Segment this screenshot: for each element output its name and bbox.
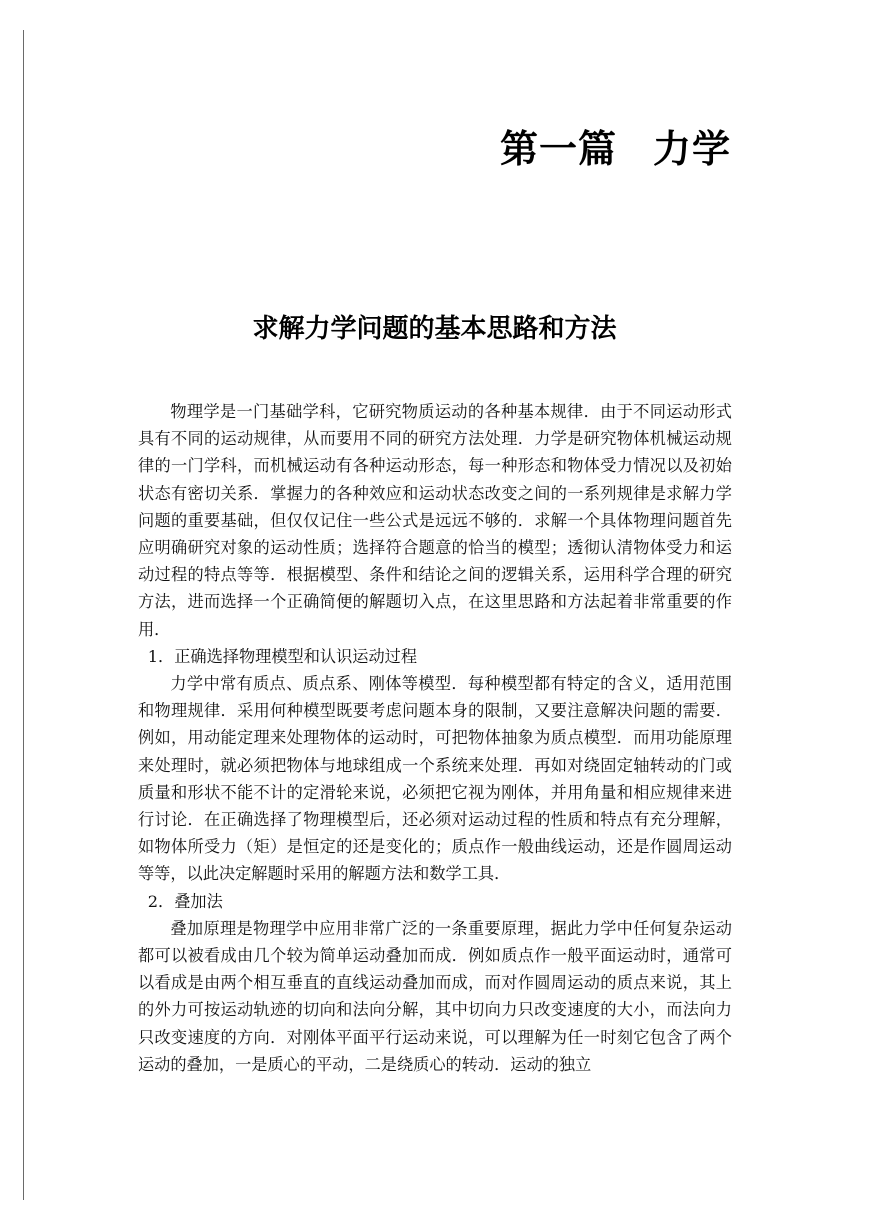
part-number: 第一篇 — [499, 127, 617, 171]
body-text — [138, 398, 732, 1078]
paragraph-superposition: 叠加原理是物理学中应用非常广泛的一条重要原理，据此力学中任何复杂运动都可以被看成由几个较为简单运动叠加而成．例如质点作一般平面运动时，通常可以看成是由两个相互垂直的直线运动叠加而成，而对作圆周运动的质点来说，其上的外力可按运动轨迹的切向和法向分解，其中切向力只改变速度的大小，而法向力只改变速度的方向．对刚体平面平行运动来说，可以理解为任一时刻它包含了两个运动的叠加，一是质心的平动，二是绕质心的转动．运动的独立 — [138, 918, 732, 1074]
subheading-superposition: 2．叠加法 — [147, 891, 223, 911]
part-subject: 力学 — [652, 127, 731, 171]
paragraph-model: 力学中常有质点、质点系、刚体等模型．每种模型都有特定的含义，适用范围和物理规律．采用何种模型既要考虑问题本身的限制，又要注意解决问题的需要．例如，用动能定理来处理物体的运动时，可把物体抽象为质点模型．而用功能原理来处理时，就必须把物体与地球组成一个系统来处理．再如对绕固定轴转动的门或质量和形状不能不计的定滑轮来说，必须把它视为刚体，并用角量和相应规律来进行讨论．在正确选择了物理模型后，还必须对运动过程的性质和特点有充分理解，如物体所受力（矩）是恒定的还是变化的；质点作一般曲线运动，还是作圆周运动等等，以此决定解题时采用的解题方法和数学工具． — [138, 674, 732, 884]
paragraph-intro: 物理学是一门基础学科，它研究物质运动的各种基本规律．由于不同运动形式具有不同的运动规律，从而要用不同的研究方法处理．力学是研究物体机械运动规律的一门学科，而机械运动有各种运动形态，每一种形态和物体受力情况以及初始状态有密切关系．掌握力的各种效应和运动状态改变之间的一系列规律是求解力学问题的重要基础，但仅仅记住一些公式是远远不够的．求解一个具体物理问题首先应明确研究对象的运动性质；选择符合题意的恰当的模型；透彻认清物体受力和运动过程的特点等等．根据模型、条件和结论之间的逻辑关系，运用科学合理的研究方法，进而选择一个正确简便的解题切入点，在这里思路和方法起着非常重要的作用． — [138, 402, 732, 639]
page-margin-rule — [23, 30, 24, 1200]
part-title — [500, 126, 731, 172]
section-title: 求解力学问题的基本思路和方法 — [252, 314, 617, 344]
subheading-model: 1．正确选择物理模型和认识运动过程 — [147, 646, 418, 666]
